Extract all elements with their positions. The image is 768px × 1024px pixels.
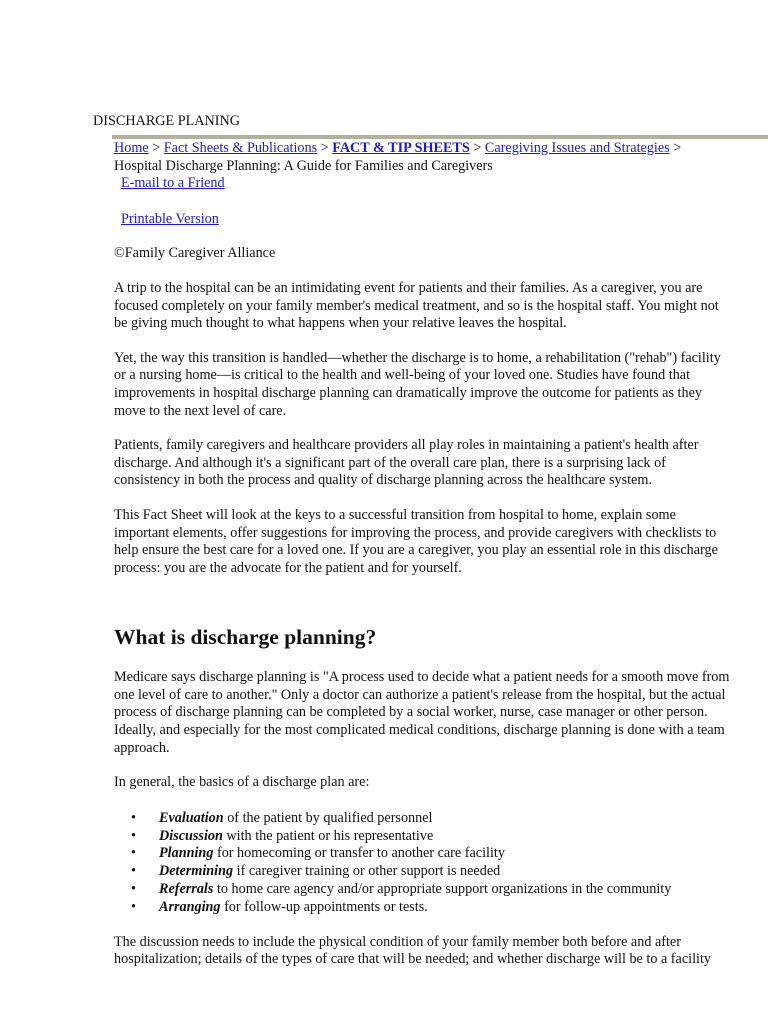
text-line: Medicare says discharge planning is "A process used to decide what a patient needs for a smooth move from [114,669,730,686]
article-content [114,140,768,969]
breadcrumb-separator: > [152,140,161,156]
text-line: Ideally, and especially for the most complicated medical conditions, discharge planning is done with a team [114,722,725,739]
email-friend-link[interactable]: E-mail to a Friend [121,175,225,192]
section-paragraph-3 [114,934,768,969]
list-item-text: for homecoming or transfer to another care facility [213,845,505,862]
section-paragraph-2: In general, the basics of a discharge plan are: [114,774,370,791]
bullet-icon: • [131,881,136,898]
text-line: move to the next level of care. [114,402,287,419]
text-line: Yet, the way this transition is handled—whether the discharge is to home, a rehabilitation ("rehab") facility [114,349,721,366]
list-item [131,845,768,863]
bullet-icon: • [131,809,136,826]
page-actions [121,175,768,228]
breadcrumb-fact-sheets-link[interactable]: Fact Sheets & Publications [163,140,318,156]
text-line: process of discharge planning can be completed by a social worker, nurse, case manager or other person. [114,704,708,721]
document-title: DISCHARGE PLANING [93,113,241,129]
breadcrumb-caregiving-link[interactable]: Caregiving Issues and Strategies [484,140,670,156]
bullet-icon: • [131,898,136,915]
list-item-text: for follow-up appointments or tests. [220,898,428,915]
text-line: discharge. And although it's a significant part of the overall care plan, there is a surprising lack of [114,454,666,471]
list-item-term: Determining [159,863,234,880]
intro-paragraph-2 [114,350,768,420]
text-line: process: you are the advocate for the patient and for yourself. [114,559,462,576]
text-line: hospitalization; details of the types of care that will be needed; and whether discharge will be to a facility [114,951,711,968]
breadcrumb [114,140,768,175]
list-item-term: Evaluation [159,809,224,826]
list-item-term: Planning [159,845,214,862]
bullet-icon: • [131,863,136,880]
header-divider [112,135,768,139]
list-item [131,899,768,917]
list-item-text: of the patient by qualified personnel [223,809,433,826]
bullet-icon: • [131,827,136,844]
breadcrumb-separator: > [673,140,682,156]
list-item [131,881,768,899]
list-item-term: Arranging [159,898,221,915]
breadcrumb-separator: > [320,140,329,156]
text-line: A trip to the hospital can be an intimidating event for patients and their families. As a caregiver, you are [114,279,703,296]
list-item-term: Referrals [159,881,214,898]
discharge-basics-list [114,810,768,917]
copyright-notice: ©Family Caregiver Alliance [114,245,276,262]
text-line: Patients, family caregivers and healthcare providers all play roles in maintaining a patient's health after [114,437,699,454]
list-item [131,810,768,828]
text-line: The discussion needs to include the physical condition of your family member both before and after [114,933,681,950]
list-item-text: to home care agency and/or appropriate support organizations in the community [213,881,672,898]
intro-paragraph-3 [114,437,768,490]
intro-paragraph-4 [114,507,768,577]
breadcrumb-fact-tip-sheets-link[interactable]: FACT & TIP SHEETS [332,140,470,156]
list-item-text: with the patient or his representative [222,827,434,844]
section-paragraph-1 [114,669,768,757]
breadcrumb-separator: > [473,140,482,156]
bullet-icon: • [131,845,136,862]
text-line: important elements, offer suggestions for improving the process, and provide caregivers with checklists to [114,524,717,541]
list-item-term: Discussion [159,827,223,844]
breadcrumb-current-page: Hospital Discharge Planning: A Guide for Families and Caregivers [114,157,493,174]
list-item [131,828,768,846]
section-heading: What is discharge planning? [114,625,377,650]
text-line: approach. [114,739,170,756]
list-item-text: if caregiver training or other support is needed [233,863,501,880]
text-line: help ensure the best care for a loved one. If you are a caregiver, you play an essential role in this discharge [114,542,718,559]
text-line: This Fact Sheet will look at the keys to a successful transition from hospital to home, explain some [114,506,676,523]
intro-paragraph-1 [114,280,768,333]
text-line: or a nursing home—is critical to the health and well-being of your loved one. Studies have found that [114,367,691,384]
breadcrumb-home-link[interactable]: Home [114,140,149,156]
printable-version-link[interactable]: Printable Version [121,210,219,227]
text-line: focused completely on your family member's medical treatment, and so is the hospital staff. You might not [114,297,719,314]
text-line: one level of care to another." Only a doctor can authorize a patient's release from the hospital, but the actual [114,686,726,703]
list-item [131,863,768,881]
text-line: consistency in both the process and quality of discharge planning across the healthcare system. [114,472,652,489]
text-line: improvements in hospital discharge planning can dramatically improve the outcome for patients as they [114,384,702,401]
text-line: be giving much thought to what happens when your relative leaves the hospital. [114,315,567,332]
